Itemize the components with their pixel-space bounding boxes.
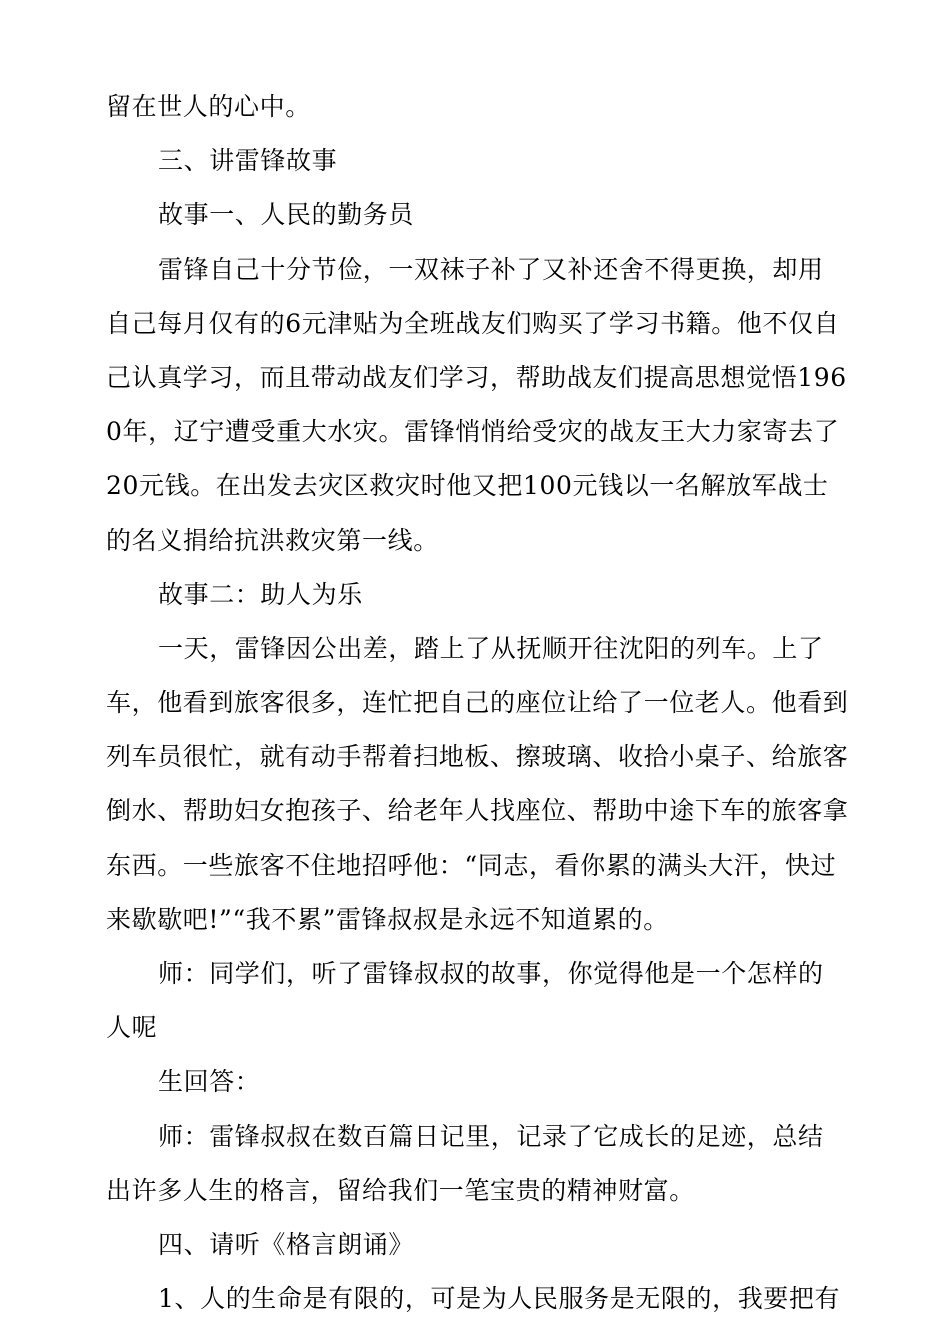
text-line: 列车员很忙，就有动手帮着扫地板、擦玻璃、收拾小桌子、给旅客 [106,742,849,772]
text-line: 师：雷锋叔叔在数百篇日记里，记录了它成长的足迹，总结 [158,1121,824,1151]
text-line: 来歇歇吧!”“我不累”雷锋叔叔是永远不知道累的。 [106,904,669,934]
text-line: 1、人的生命是有限的，可是为人民服务是无限的，我要把有 [158,1284,841,1314]
text-line: 车，他看到旅客很多，连忙把自己的座位让给了一位老人。他看到 [106,688,849,718]
text-line: 故事二：助人为乐 [158,579,363,609]
text-line: 生回答： [158,1067,261,1097]
text-line: 出许多人生的格言，留给我们一笔宝贵的精神财富。 [106,1175,695,1205]
text-line: 留在世人的心中。 [106,92,311,121]
text-line: 一天，雷锋因公出差，踏上了从抚顺开往沈阳的列车。上了 [158,633,824,663]
text-line: 东西。一些旅客不住地招呼他：“同志，看你累的满头大汗，快过 [106,850,837,880]
text-line: 故事一、人民的勤务员 [158,200,415,230]
text-line: 己认真学习，而且带动战友们学习，帮助战友们提高思想觉悟196 [106,362,847,392]
text-line: 0年，辽宁遭受重大水灾。雷锋悄悄给受灾的战友王大力家寄去了 [106,417,840,447]
text-line: 师：同学们，听了雷锋叔叔的故事，你觉得他是一个怎样的 [158,959,824,988]
document-body [106,80,849,1326]
text-line: 三、讲雷锋故事 [158,146,338,176]
text-line: 的名义捐给抗洪救灾第一线。 [106,525,439,555]
text-line: 雷锋自己十分节俭，一双袜子补了又补还舍不得更换，却用 [158,254,824,284]
text-line: 20元钱。在出发去灾区救灾时他又把100元钱以一名解放军战士 [106,471,829,501]
text-line: 倒水、帮助妇女抱孩子、给老年人找座位、帮助中途下车的旅客拿 [106,796,849,826]
text-line: 四、请听《格言朗诵》 [158,1229,415,1259]
text-line: 自己每月仅有的6元津贴为全班战友们购买了学习书籍。他不仅自 [106,308,840,338]
text-line: 人呢 [106,1013,158,1043]
